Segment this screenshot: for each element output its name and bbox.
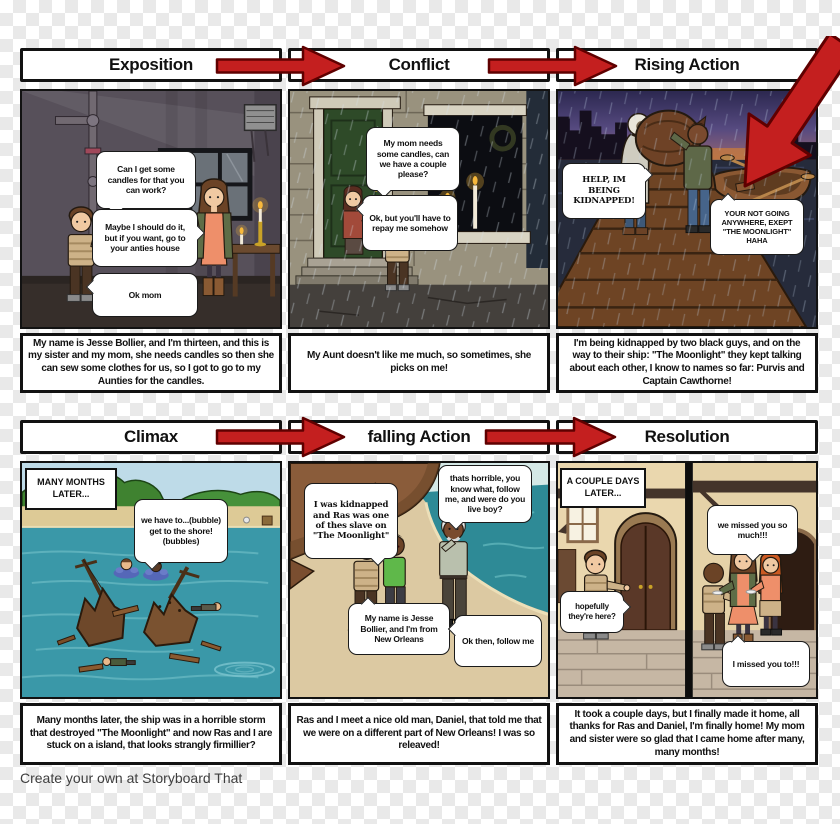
caption-box	[560, 468, 646, 508]
climax-panel	[20, 461, 282, 699]
falling-action-panel	[288, 461, 550, 699]
speech-bubble	[454, 615, 542, 667]
speech-bubble	[362, 195, 458, 251]
speech-text: Maybe I should do it, but if you want, go to your anties house	[104, 222, 186, 254]
speech-text: thats horrible, you know what, follow me, and were do you live boy?	[444, 473, 526, 515]
speech-text: My name is Jesse Bollier, and I'm from New Orleans	[360, 613, 438, 645]
description-text: It took a couple days, but I finally made it home, all thanks for Ras and Daniel, I'm finally home! My mom and sister were so glad that I came home after many, many months!	[569, 708, 805, 758]
speech-bubble	[96, 151, 196, 209]
speech-text: Ok mom	[128, 289, 162, 300]
description-text: I'm being kidnapped by two black guys, and on the way to their ship: "The Moonlight" they kept talking about each other, I know to names so far: Purvis and Captain Cawthorne!	[569, 337, 805, 387]
panel-divider	[685, 463, 693, 697]
exposition-panel	[20, 89, 282, 329]
speech-bubble	[562, 163, 646, 219]
resolution-panel	[556, 461, 818, 699]
speech-bubble	[560, 591, 624, 633]
description-text: My Aunt doesn't like me much, so sometimes, she picks on me!	[306, 350, 532, 374]
caption-text: MANY MONTHS LATER...	[37, 477, 105, 499]
speech-bubble	[722, 641, 810, 687]
arrow-right-icon	[484, 415, 618, 459]
speech-bubble	[92, 209, 198, 267]
title-label: Rising Action	[634, 55, 740, 74]
arrow-right-icon	[487, 44, 619, 88]
speech-bubble	[348, 603, 450, 655]
speech-text: we missed you so much!!!	[717, 519, 788, 540]
speech-text: hopefully they're here?	[568, 602, 616, 621]
speech-bubble	[134, 499, 228, 563]
title-label: Climax	[124, 427, 178, 446]
description-box	[556, 703, 818, 765]
description-box	[556, 333, 818, 393]
title-label: Resolution	[644, 427, 730, 446]
speech-bubble	[710, 199, 804, 255]
speech-text: My mom needs some candles, can we have a couple please?	[376, 138, 450, 180]
speech-bubble	[438, 465, 532, 523]
arrow-right-icon	[215, 415, 347, 459]
description-box	[20, 333, 282, 393]
speech-text: we have to...(bubble) get to the shore! (bubbles)	[141, 515, 221, 547]
description-text: Many months later, the ship was in a horrible storm that destroyed "The Moonlight" and now Ras and I are stuck on a island, that looks strangly firmillier?	[29, 715, 273, 752]
description-text: Ras and I meet a nice old man, Daniel, that told me that we were on a different part of New Orleans! I was so releaved!	[296, 715, 542, 752]
speech-text: I missed you to!!!	[732, 658, 800, 669]
conflict-panel	[288, 89, 550, 329]
title-label: falling Action	[367, 427, 471, 446]
caption-box	[25, 468, 117, 510]
speech-text: YOUR NOT GOING ANYWHERE, EXEPT "THE MOONLIGHT" HAHA	[721, 208, 793, 246]
arrow-down-left-icon	[696, 36, 840, 196]
description-box	[288, 703, 550, 765]
caption-text: A COUPLE DAYS LATER...	[566, 476, 640, 498]
speech-bubble	[707, 505, 798, 555]
speech-bubble	[304, 483, 398, 559]
speech-bubble	[366, 127, 460, 191]
title-label: Exposition	[109, 55, 193, 74]
speech-bubble	[92, 273, 198, 317]
speech-text: HELP, IM BEING KIDNAPPED!	[573, 175, 635, 207]
title-label: Conflict	[388, 55, 450, 74]
description-box	[288, 333, 550, 393]
description-text: My name is Jesse Bollier, and I'm thirteen, and this is my sister and my mom, she needs candles so then she can sew some clothes for us, so I got to go to my Aunties for the candles.	[28, 337, 274, 387]
arrow-right-icon	[215, 44, 347, 88]
speech-text: Ok, but you'll have to repay me somehow	[369, 212, 451, 233]
description-box	[20, 703, 282, 765]
speech-text: Ok then, follow me	[462, 635, 534, 646]
speech-text: Can I get some candles for that you can work?	[107, 164, 185, 196]
speech-text: I was kidnapped and Ras was one of thes slave on "The Moonlight"	[312, 500, 390, 542]
storyboard-that-credit: Create your own at Storyboard That	[20, 770, 243, 786]
